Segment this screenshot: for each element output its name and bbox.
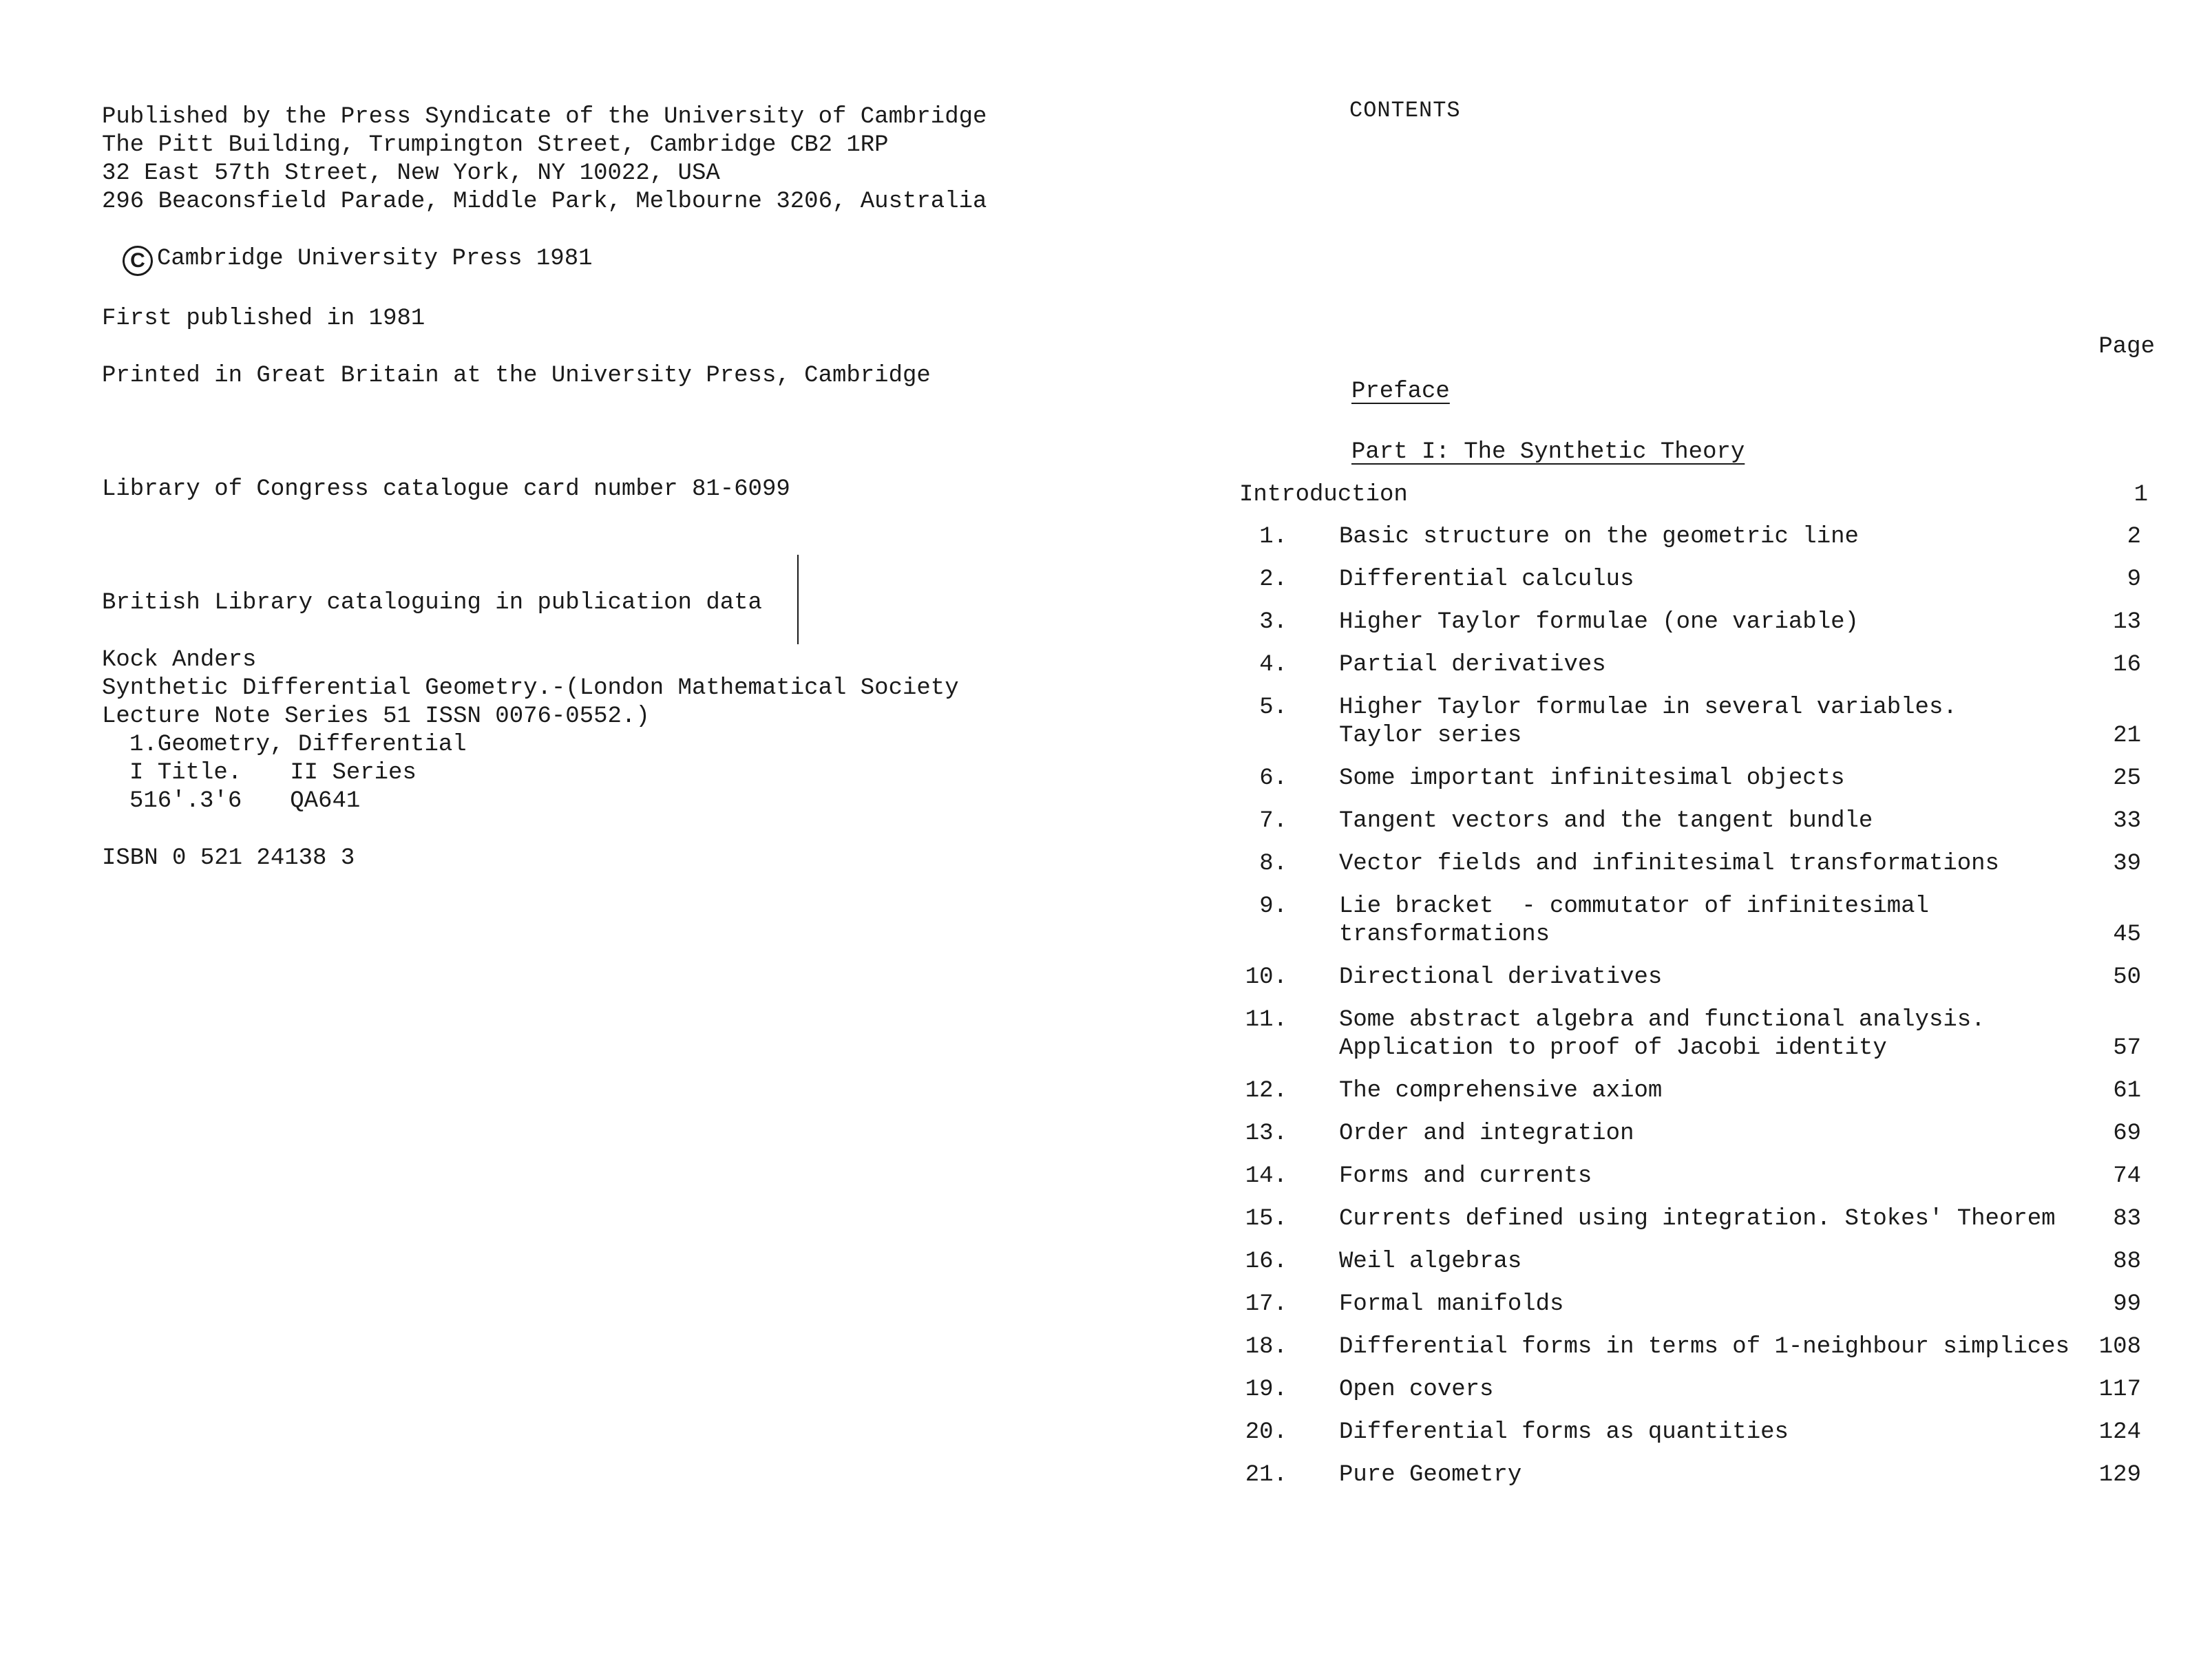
toc-entry-number: 9. [1259, 893, 1287, 920]
toc-entry-page: 117 [2098, 1377, 2141, 1403]
toc-entry [1239, 1461, 2148, 1489]
toc-entry-number: 10. [1245, 964, 1287, 990]
toc-entry-number: 18. [1245, 1334, 1287, 1360]
toc-entry [1239, 1248, 2148, 1276]
toc-entry-page: 21 [2113, 723, 2141, 749]
cip-rule [797, 555, 799, 644]
toc-entry-number: 7. [1259, 808, 1287, 834]
cip-title-series [102, 759, 1135, 787]
toc-entry-page: 99 [2113, 1291, 2141, 1317]
copyright-notice [102, 245, 1135, 276]
toc-entry-title: Weil algebras [1339, 1249, 1522, 1275]
contents-title: CONTENTS [1349, 98, 1461, 123]
toc-entry-number: 20. [1245, 1419, 1287, 1445]
isbn: ISBN 0 521 24138 3 [102, 845, 355, 871]
toc-entry-title: Currents defined using integration. Stokes' Theorem [1339, 1206, 2056, 1232]
printed-in: Printed in Great Britain at the University Press, Cambridge [102, 363, 931, 389]
toc-entry-page: 108 [2098, 1334, 2141, 1360]
publisher-address [102, 103, 1135, 216]
toc-entry [1239, 1077, 2148, 1105]
toc-entry [1239, 1120, 2148, 1148]
toc-entry [1239, 651, 2148, 679]
copyright-page [102, 103, 1135, 873]
toc-entry-title: Directional derivatives [1339, 964, 1663, 990]
toc-entry-number: 17. [1245, 1291, 1287, 1317]
toc-entry [1239, 1376, 2148, 1404]
toc-entry-number: 12. [1245, 1078, 1287, 1104]
contents-page [1239, 0, 2155, 1676]
toc-entry-title: Partial derivatives [1339, 652, 1606, 678]
toc-entry-page: 16 [2113, 652, 2141, 678]
toc-entry-number: 21. [1245, 1462, 1287, 1488]
cip-classification [102, 787, 1135, 816]
cip-data [102, 646, 1135, 816]
toc-entry [1239, 1291, 2148, 1319]
toc-entry [1239, 566, 2148, 594]
toc-entry-page: 88 [2113, 1249, 2141, 1275]
toc-introduction-label: Introduction [1239, 482, 1408, 508]
cip-series: Lecture Note Series 51 ISSN 0076-0552.) [102, 703, 650, 730]
toc-entry-page: 69 [2113, 1121, 2141, 1147]
toc-entry-title: The comprehensive axiom [1339, 1078, 1663, 1104]
toc-entry-title: Differential forms in terms of 1-neighbour simplices [1339, 1334, 2069, 1360]
toc-entry-title: Formal manifolds [1339, 1291, 1564, 1317]
toc-entry-title: Pure Geometry [1339, 1462, 1522, 1488]
toc-entry-page: 50 [2113, 964, 2141, 990]
toc-entry [1239, 608, 2148, 637]
toc-entry [1239, 807, 2148, 836]
toc-entry [1239, 1419, 2148, 1447]
toc-entry-title: Forms and currents [1339, 1163, 1592, 1189]
cip-title-label: I Title. [129, 760, 242, 786]
publisher-line: The Pitt Building, Trumpington Street, Cambridge CB2 1RP [102, 132, 889, 158]
toc-entry-title: Differential calculus [1339, 566, 1634, 593]
toc-entry [1239, 893, 2148, 949]
first-published: First published in 1981 [102, 306, 425, 332]
toc-entry-page: 25 [2113, 765, 2141, 792]
toc-entry-page: 57 [2113, 1035, 2141, 1061]
toc-entry-number: 15. [1245, 1206, 1287, 1232]
toc-entry-title: Some important infinitesimal objects [1339, 765, 1845, 792]
toc-entry-number: 11. [1245, 1007, 1287, 1033]
toc-entry [1239, 1163, 2148, 1191]
toc-entry [1239, 1205, 2148, 1233]
toc-entry-number: 6. [1259, 765, 1287, 792]
toc-entry-number: 1. [1259, 524, 1287, 550]
toc-entry-page: 13 [2113, 609, 2141, 635]
toc-entry-title: Vector fields and infinitesimal transformations [1339, 851, 1999, 877]
preface-heading: Preface [1351, 379, 1450, 405]
toc-entry-page: 9 [2127, 566, 2141, 593]
toc-entry-page: 124 [2098, 1419, 2141, 1445]
toc-entry-number: 3. [1259, 609, 1287, 635]
cip-dewey: 516'.3'6 [129, 788, 242, 814]
toc-introduction-page: 1 [2134, 482, 2148, 508]
toc-entry-page: 39 [2113, 851, 2141, 877]
publisher-line: Published by the Press Syndicate of the University of Cambridge [102, 104, 987, 130]
toc-entry-page: 61 [2113, 1078, 2141, 1104]
toc-entry-number: 4. [1259, 652, 1287, 678]
toc-entry-number: 19. [1245, 1377, 1287, 1403]
toc-entry-page: 2 [2127, 524, 2141, 550]
bl-cip-heading-wrap [102, 589, 1135, 617]
toc-entry-title: Higher Taylor formulae (one variable) [1339, 609, 1859, 635]
toc-entry-title: Open covers [1339, 1377, 1494, 1403]
toc-entry [1239, 1333, 2148, 1361]
toc-entry-title: Basic structure on the geometric line [1339, 524, 1859, 550]
toc-entry-page: 45 [2113, 922, 2141, 948]
toc-entry [1239, 1006, 2148, 1063]
cip-series-label: II Series [290, 760, 417, 786]
toc-entry-page: 83 [2113, 1206, 2141, 1232]
toc-entry-number: 13. [1245, 1121, 1287, 1147]
page-column-label: Page [2098, 334, 2155, 360]
toc-list [1239, 523, 2148, 1504]
toc-entry-page: 74 [2113, 1163, 2141, 1189]
toc-entry-number: 16. [1245, 1249, 1287, 1275]
copyright-symbol-icon: C [123, 246, 153, 276]
cip-subject: 1.Geometry, Differential [129, 732, 467, 758]
publisher-line: 296 Beaconsfield Parade, Middle Park, Melbourne 3206, Australia [102, 189, 987, 215]
copyright-text: Cambridge University Press 1981 [157, 246, 593, 272]
toc-entry-number: 8. [1259, 851, 1287, 877]
toc-entry-title: Differential forms as quantities [1339, 1419, 1789, 1445]
bl-cip-heading: British Library cataloguing in publication data [102, 590, 762, 616]
toc-entry [1239, 694, 2148, 750]
part-title: Part I: The Synthetic Theory [1351, 439, 1745, 465]
toc-entry-page: 129 [2098, 1462, 2141, 1488]
cip-lc-class: QA641 [290, 788, 361, 814]
toc-entry-number: 2. [1259, 566, 1287, 593]
cip-author: Kock Anders [102, 647, 257, 673]
loc-catalogue-number: Library of Congress catalogue card number 81-6099 [102, 476, 790, 502]
toc-entry-number: 5. [1259, 694, 1287, 721]
cip-title: Synthetic Differential Geometry.-(London Mathematical Society [102, 675, 959, 701]
publisher-line: 32 East 57th Street, New York, NY 10022, USA [102, 160, 720, 187]
toc-entry-number: 14. [1245, 1163, 1287, 1189]
toc-entry-title: Some abstract algebra and functional analysis. Application to proof of Jacobi identity [1339, 1007, 1985, 1061]
toc-entry-title: Tangent vectors and the tangent bundle [1339, 808, 1873, 834]
toc-entry-title: Order and integration [1339, 1121, 1634, 1147]
toc-entry [1239, 765, 2148, 793]
toc-entry-title: Higher Taylor formulae in several variables. Taylor series [1339, 694, 1957, 749]
toc-entry-title: Lie bracket - commutator of infinitesimal transformations [1339, 893, 1929, 948]
toc-entry [1239, 964, 2148, 992]
toc-entry [1239, 850, 2148, 878]
toc-entry [1239, 523, 2148, 551]
toc-entry-page: 33 [2113, 808, 2141, 834]
